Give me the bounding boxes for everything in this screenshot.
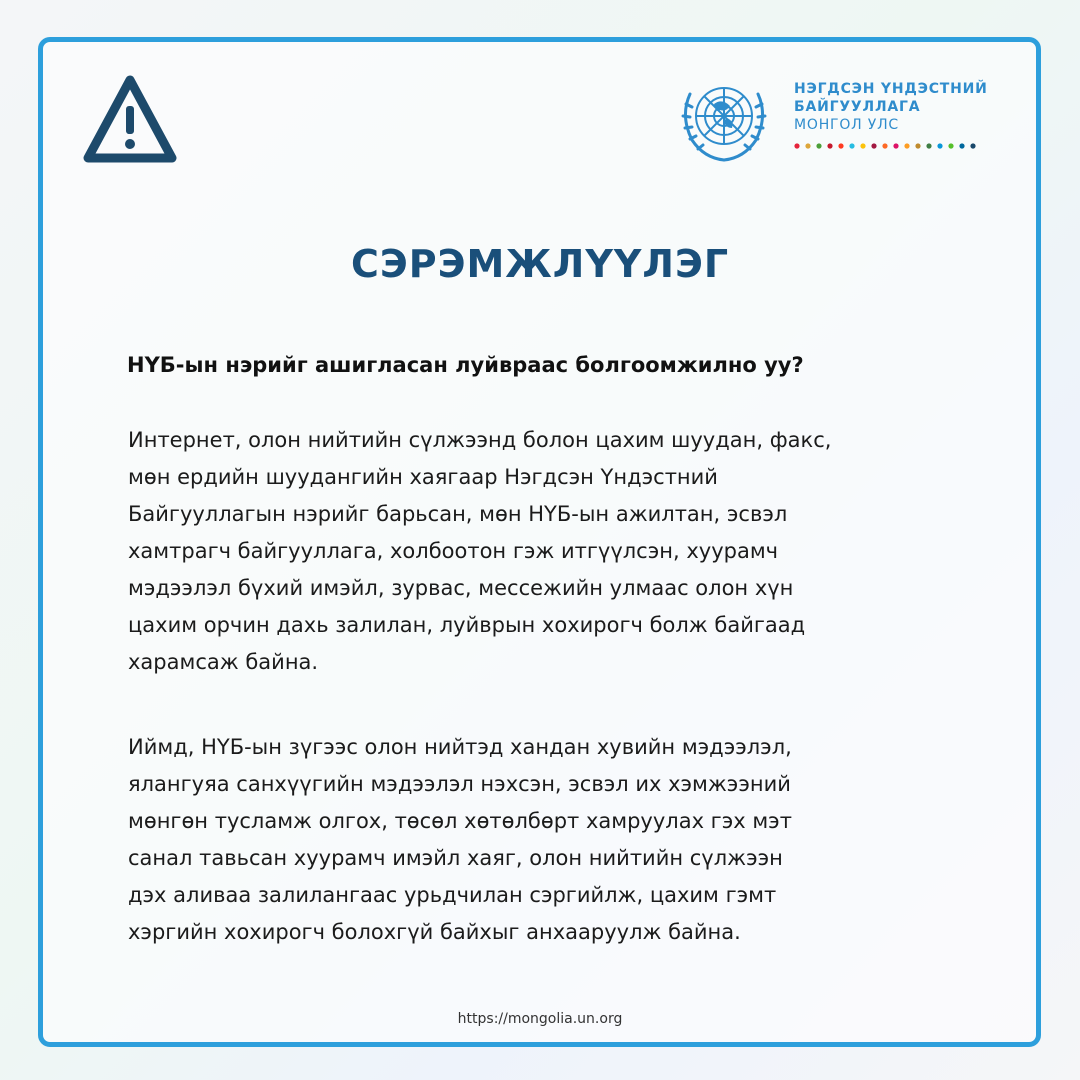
sdg-dot <box>915 143 920 148</box>
paragraph-1 <box>128 422 988 681</box>
sdg-dot <box>882 143 887 148</box>
sdg-dot <box>860 143 865 148</box>
sdg-dot <box>904 143 909 148</box>
un-logo <box>674 74 1014 170</box>
sdg-dot <box>816 143 821 148</box>
paragraph-1-line: цахим орчин дахь залилан, луйврын хохирогч болж байгаад <box>128 613 806 637</box>
paragraph-1-line: мөн ердийн шуудангийн хаягаар Нэгдсэн Үндэстний <box>128 465 718 489</box>
paragraph-2 <box>128 729 988 951</box>
paragraph-1-line: Байгууллагын нэрийг барьсан, мөн НҮБ-ын ажилтан, эсвэл <box>128 502 788 526</box>
paragraph-1-line: Интернет, олон нийтийн сүлжээнд болон цахим шуудан, факс, <box>128 428 832 452</box>
subtitle-question: НҮБ-ын нэрийг ашигласан луйвраас болгоомжилно уу? <box>127 353 804 377</box>
paragraph-2-line: санал тавьсан хуурамч имэйл хаяг, олон нийтийн сүлжээн <box>128 846 783 870</box>
sdg-dot <box>937 143 942 148</box>
org-country: МОНГОЛ УЛС <box>794 117 899 133</box>
page-title: СЭРЭМЖЛҮҮЛЭГ <box>350 242 730 286</box>
sdg-dot <box>959 143 964 148</box>
paragraph-2-line: мөнгөн тусламж олгох, төсөл хөтөлбөрт хамруулах гэх мэт <box>128 809 792 833</box>
sdg-dot <box>926 143 931 148</box>
org-name-line2: БАЙГУУЛЛАГА <box>794 99 921 115</box>
paragraph-2-line: дэх аливаа залилангаас урьдчилан сэргийлж, цахим гэмт <box>128 883 777 907</box>
un-emblem-icon <box>674 74 774 166</box>
sdg-dot <box>838 143 843 148</box>
sdg-dot <box>849 143 854 148</box>
warning-icon <box>82 72 178 168</box>
paragraph-2-line: Иймд, НҮБ-ын зүгээс олон нийтэд хандан хувийн мэдээлэл, <box>128 735 792 759</box>
paragraph-2-line: ялангуяа санхүүгийн мэдээлэл нэхсэн, эсвэл их хэмжээний <box>128 772 791 796</box>
org-name-line1: НЭГДСЭН ҮНДЭСТНИЙ <box>794 81 988 97</box>
sdg-dot <box>948 143 953 148</box>
paragraph-1-line: хамтрагч байгууллага, холбоотон гэж итгүүлсэн, хуурамч <box>128 539 779 563</box>
sdg-dot <box>805 143 810 148</box>
paragraph-2-line: хэргийн хохирогч болохгүй байхыг анхааруулж байна. <box>128 920 741 944</box>
sdg-dot <box>794 143 799 148</box>
paragraph-1-line: мэдээлэл бүхий имэйл, зурвас, мессежийн улмаас олон хүн <box>128 576 794 600</box>
paragraph-1-line: харамсаж байна. <box>128 650 319 674</box>
sdg-dot <box>893 143 898 148</box>
sdg-dot <box>970 143 975 148</box>
website-link[interactable]: https://mongolia.un.org <box>457 1011 623 1027</box>
sdg-dot <box>827 143 832 148</box>
sdg-dot <box>871 143 876 148</box>
sdg-color-dots <box>794 142 984 150</box>
org-name <box>794 80 988 116</box>
